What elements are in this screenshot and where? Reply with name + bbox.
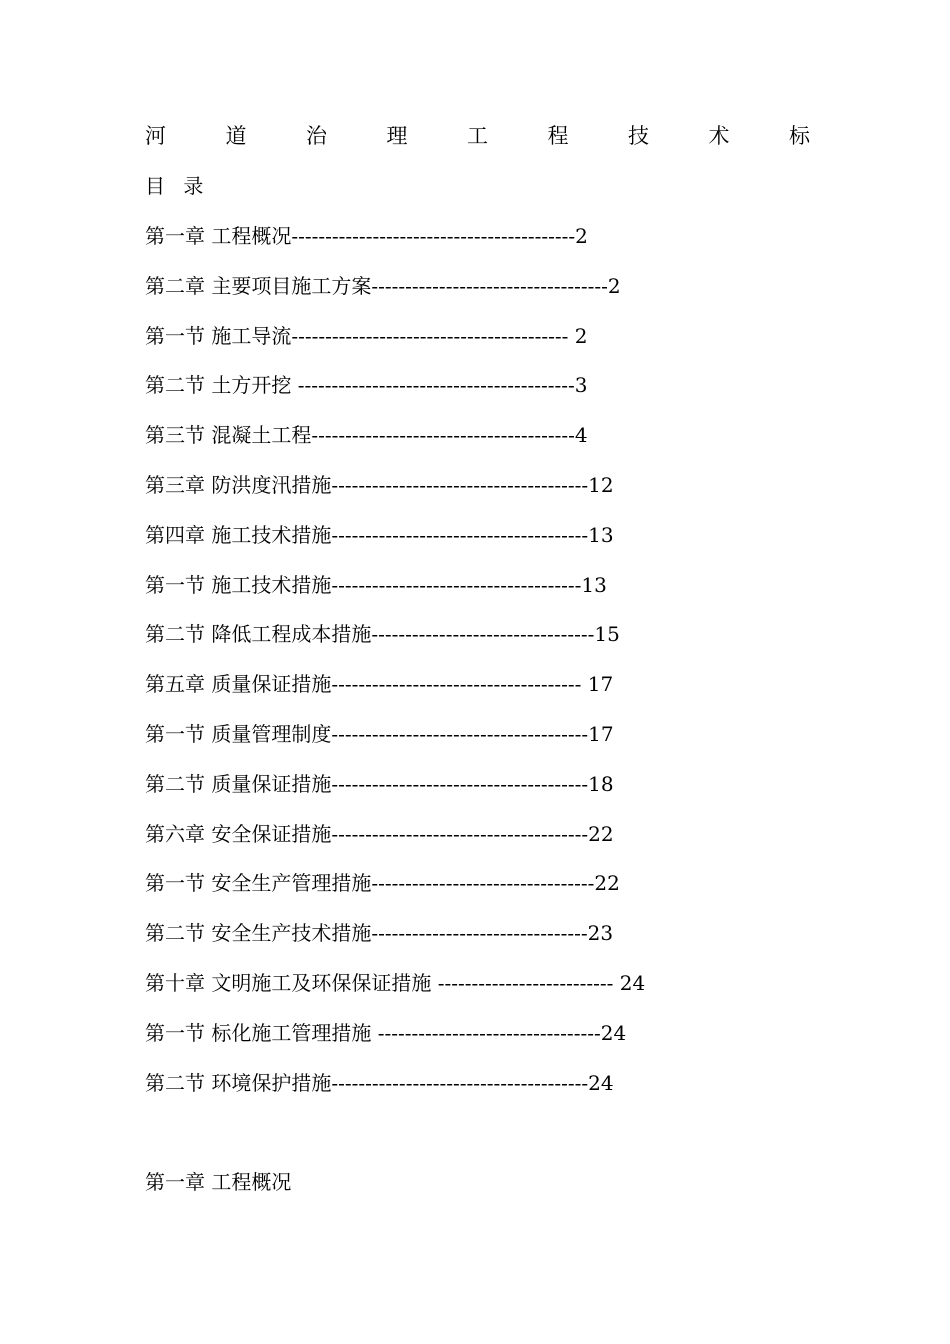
title-char: 程 (547, 124, 569, 148)
toc-entry: 第五章 质量保证措施------------------------------------- 17 (145, 672, 614, 697)
title-char: 标 (789, 124, 810, 148)
toc-entry: 第二节 环境保护措施--------------------------------------24 (145, 1070, 614, 1095)
title-char: 技 (628, 124, 649, 148)
table-of-contents (145, 219, 645, 1115)
toc-entry: 第一节 质量管理制度--------------------------------------17 (145, 721, 614, 746)
toc-entry: 第二章 主要项目施工方案-----------------------------------2 (145, 273, 621, 298)
title-char: 工 (467, 124, 488, 148)
toc-entry: 第四章 施工技术措施--------------------------------------13 (145, 522, 614, 547)
toc-entry: 第二节 安全生产技术措施--------------------------------23 (145, 921, 614, 946)
toc-entry: 第一节 施工导流----------------------------------------- 2 (145, 323, 588, 348)
title-char: 术 (708, 124, 730, 148)
toc-entry: 第二节 质量保证措施--------------------------------------18 (145, 771, 614, 796)
section-heading: 第一章 工程概况 (145, 1170, 292, 1194)
toc-entry: 第三节 混凝土工程---------------------------------------4 (145, 423, 588, 448)
toc-heading: 目 录 (145, 174, 210, 198)
title-char: 治 (306, 124, 327, 148)
toc-entry: 第三章 防洪度汛措施--------------------------------------12 (145, 472, 614, 497)
toc-entry: 第一章 工程概况------------------------------------------2 (145, 224, 588, 248)
toc-entry: 第一节 安全生产管理措施---------------------------------22 (145, 871, 620, 896)
title-char: 道 (225, 124, 247, 148)
toc-entry: 第一节 施工技术措施-------------------------------------13 (145, 572, 607, 597)
toc-entry: 第二节 降低工程成本措施---------------------------------15 (145, 622, 620, 647)
title-char: 理 (386, 124, 408, 148)
toc-entry: 第六章 安全保证措施--------------------------------------22 (145, 821, 614, 846)
document-title (145, 119, 810, 153)
title-char: 河 (145, 124, 166, 148)
toc-entry: 第一节 标化施工管理措施 ---------------------------------24 (145, 1020, 627, 1045)
toc-entry: 第十章 文明施工及环保保证措施 -------------------------- 24 (145, 970, 646, 995)
toc-entry: 第二节 土方开挖 -----------------------------------------3 (145, 373, 588, 398)
